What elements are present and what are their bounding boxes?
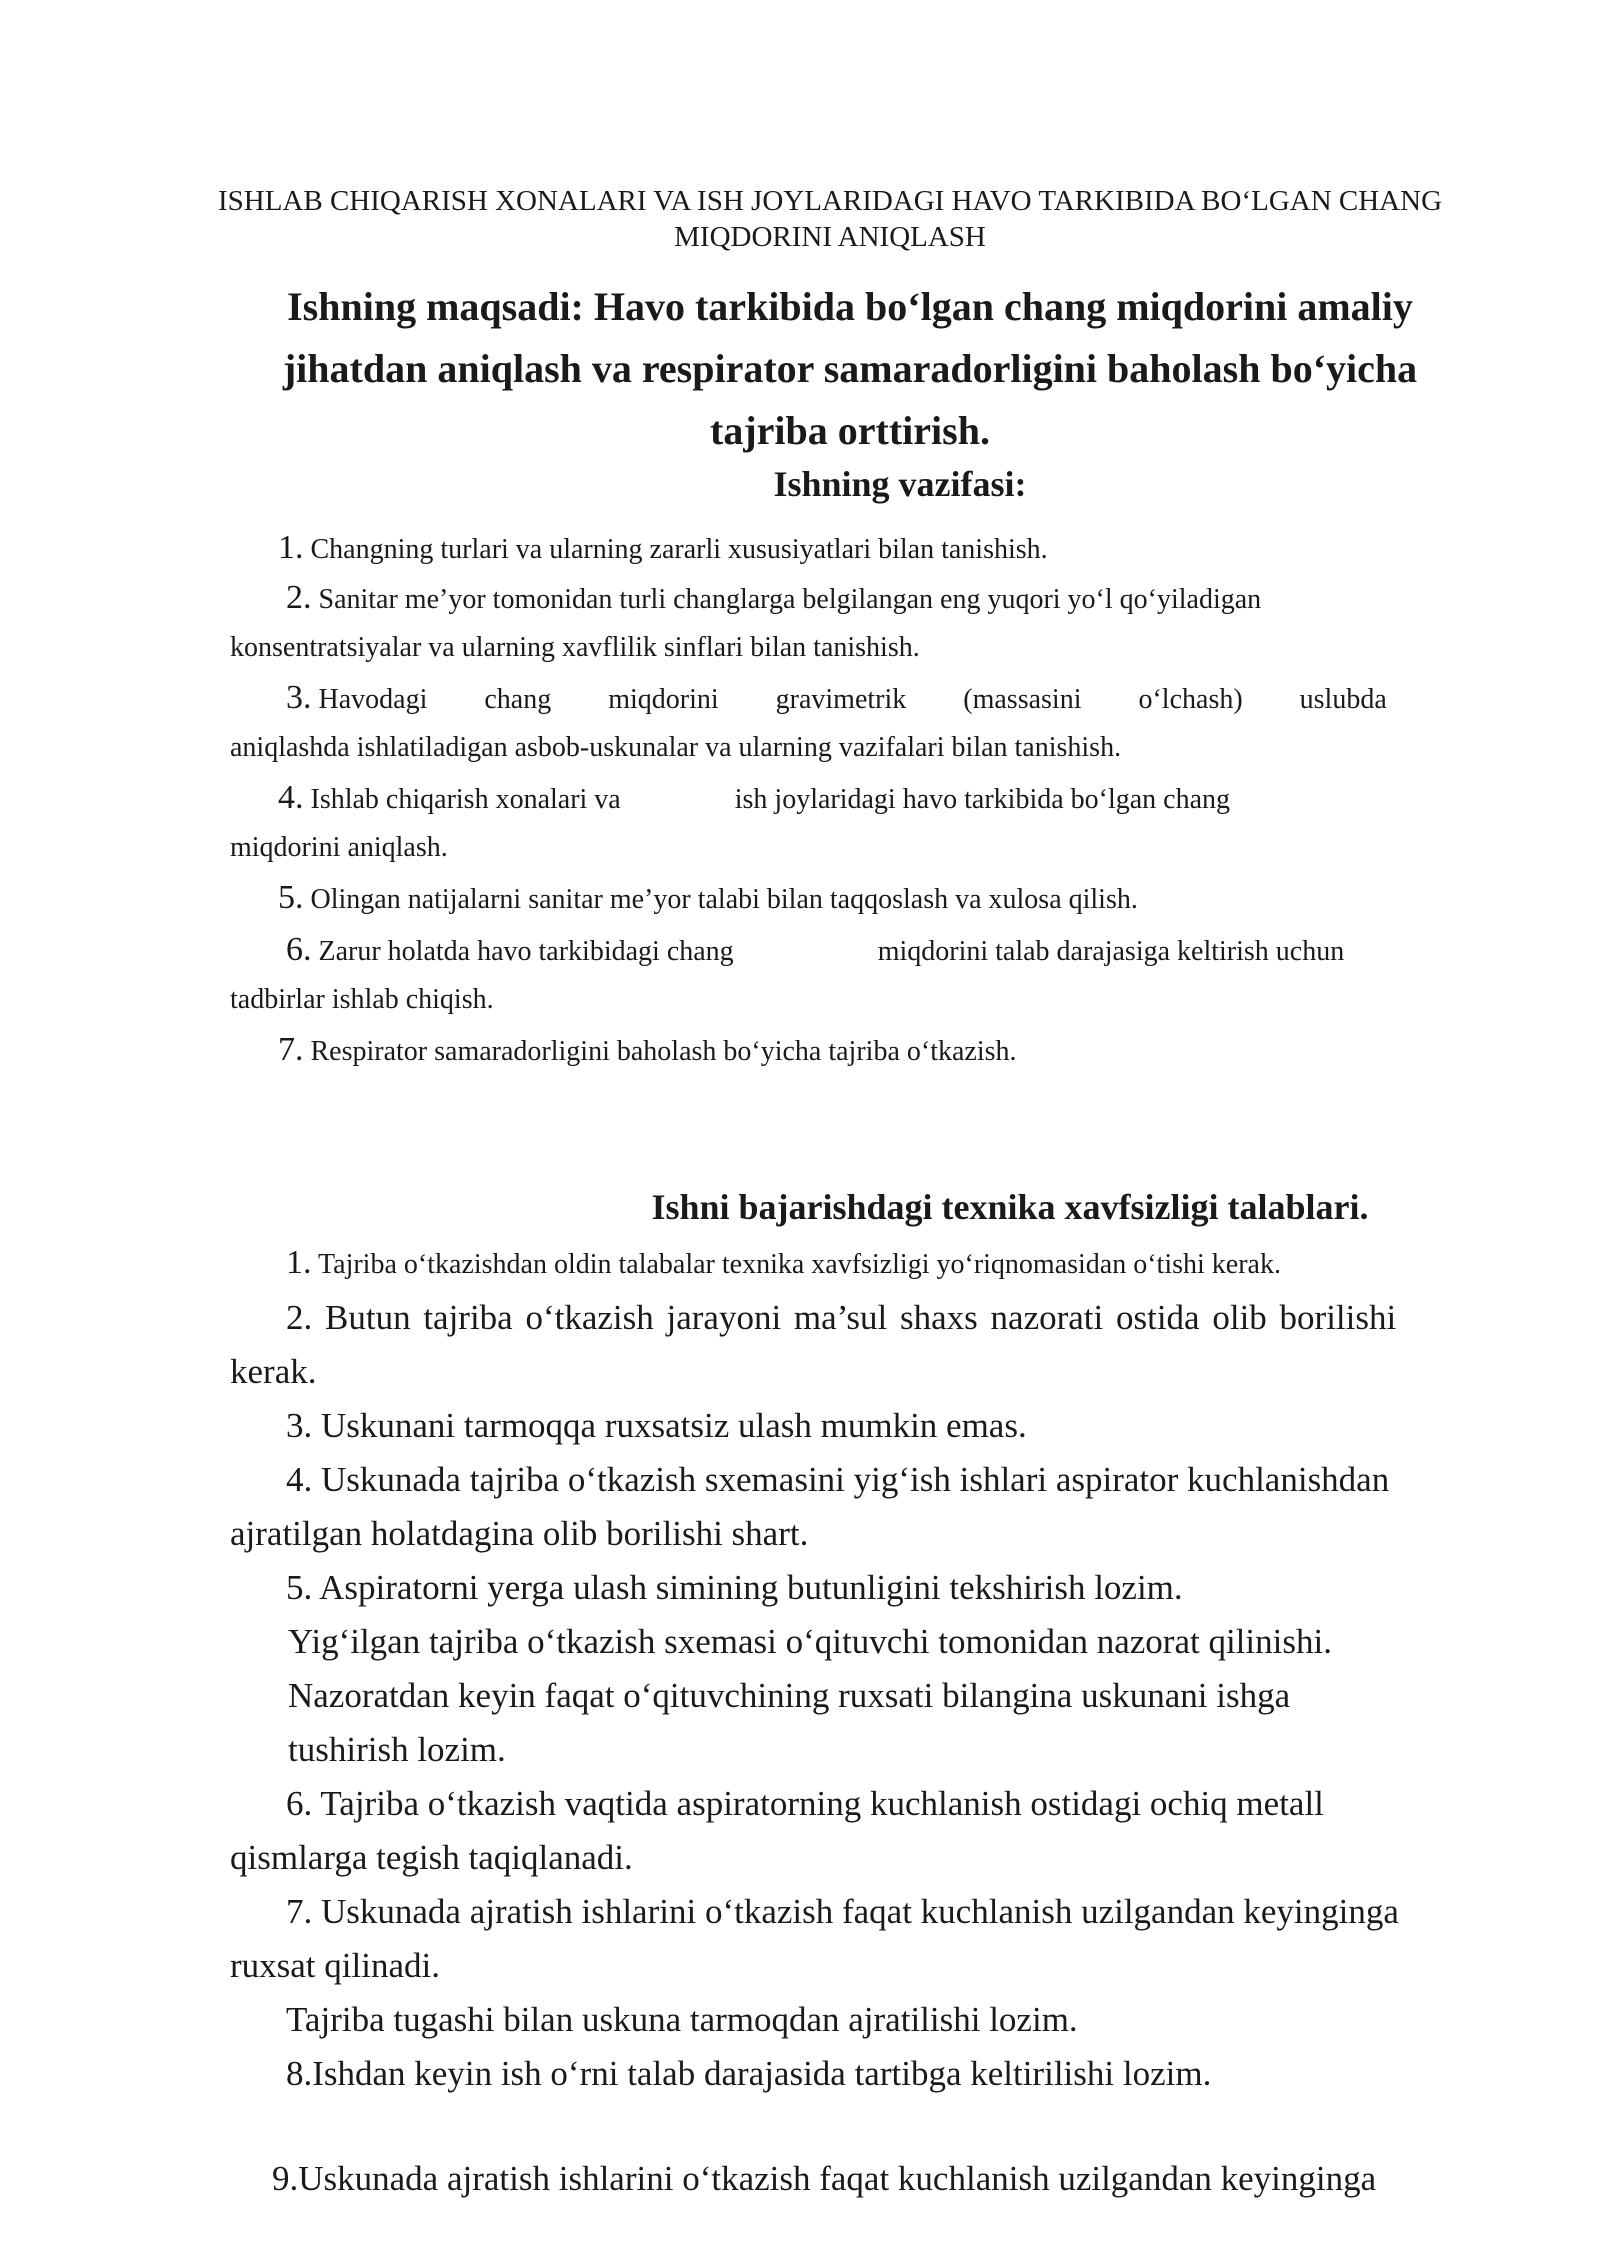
task-item-2 xyxy=(230,574,1480,672)
task-text-b: ish joylaridagi havo tarkibida bo‘lgan chang xyxy=(734,784,1231,815)
safety-text: 7. Uskunada ajratish ishlarini o‘tkazish faqat kuchlanish uzilgandan keyinginga xyxy=(286,1892,1399,1931)
goal-paragraph: Ishning maqsadi: Havo tarkibida bo‘lgan chang miqdorini amaliy jihatdan aniqlash va respirator samaradorligini baholash bo‘yicha tajriba orttirish. xyxy=(282,284,1418,453)
safety-text: 4. Uskunada tajriba o‘tkazish sxemasini yig‘ish ishlari aspirator kuchlanishdan xyxy=(286,1460,1390,1499)
task-number: 4. xyxy=(278,779,304,816)
task-item-6 xyxy=(230,926,1480,1024)
task-text: Havodagi chang miqdorini gravimetrik (massasini o‘lchash) uslubda xyxy=(318,684,1387,715)
task-text-continuation: aniqlashda ishlatiladigan asbob-uskunalar va ularning vazifalari bilan tanishish. xyxy=(230,732,1122,763)
safety-heading: Ishni bajarishdagi texnika xavfsizligi talablari. xyxy=(651,1187,1369,1227)
task-item-1 xyxy=(230,524,1480,574)
task-number: 1. xyxy=(278,529,304,566)
task-text-continuation: konsentratsiyalar va ularning xavflilik sinflari bilan tanishish. xyxy=(230,632,920,663)
safety-item-1 xyxy=(230,1239,1480,1289)
safety-note-disconnect xyxy=(230,1993,1485,2047)
safety-item-3 xyxy=(230,1399,1485,1453)
safety-text-continuation: qismlarga tegish taqiqlanadi. xyxy=(230,1838,633,1877)
task-number: 6. xyxy=(286,931,312,968)
safety-note-line: Nazoratdan keyin faqat o‘qituvchining ruxsati bilangina uskunani ishga xyxy=(288,1676,1291,1715)
safety-text: Tajriba o‘tkazishdan oldin talabalar texnika xavfsizligi yo‘riqnomasidan o‘tishi kerak. xyxy=(318,1249,1281,1280)
task-text-b: miqdorini talab darajasiga keltirish uchun xyxy=(877,936,1345,967)
document-title: ISHLAB CHIQARISH XONALARI VA ISH JOYLARIDAGI HAVO TARKIBIDA BO‘LGAN CHANG MIQDORINI ANIQLASH xyxy=(217,185,1443,253)
safety-number: 1. xyxy=(286,1244,312,1281)
task-number: 2. xyxy=(286,579,312,616)
task-number: 5. xyxy=(278,879,304,916)
safety-item-7 xyxy=(230,1885,1485,1993)
safety-text: 9.Uskunada ajratish ishlarini o‘tkazish faqat kuchlanish uzilgandan keyinginga xyxy=(272,2159,1377,2198)
safety-note-line: tushirish lozim. xyxy=(288,1730,506,1769)
safety-text: 2. Butun tajriba o‘tkazish jarayoni ma’sul shaxs nazorati ostida olib borilishi xyxy=(286,1298,1397,1337)
safety-item-5 xyxy=(230,1561,1485,1615)
tasks-heading: Ishning vazifasi: xyxy=(773,464,1027,504)
task-item-4 xyxy=(230,774,1480,872)
task-text-continuation: tadbirlar ishlab chiqish. xyxy=(230,984,494,1015)
safety-text: 3. Uskunani tarmoqqa ruxsatsiz ulash mumkin emas. xyxy=(286,1406,1027,1445)
task-item-3 xyxy=(230,674,1480,772)
safety-text-continuation: ajratilgan holatdagina olib borilishi shart. xyxy=(230,1514,809,1553)
task-text: Changning turlari va ularning zararli xususiyatlari bilan tanishish. xyxy=(310,534,1048,565)
task-number: 3. xyxy=(286,679,312,716)
task-text: Sanitar me’yor tomonidan turli changlarga belgilangan eng yuqori yo‘l qo‘yiladigan xyxy=(318,584,1262,615)
safety-text-continuation: kerak. xyxy=(230,1352,317,1391)
task-item-7 xyxy=(230,1026,1480,1076)
safety-item-9 xyxy=(230,2152,1485,2206)
safety-text-continuation: ruxsat qilinadi. xyxy=(230,1946,440,1985)
safety-item-8 xyxy=(230,2047,1485,2101)
task-text: Olingan natijalarni sanitar me’yor talabi bilan taqqoslash va xulosa qilish. xyxy=(310,884,1138,915)
safety-text: 5. Aspiratorni yerga ulash simining butunligini tekshirish lozim. xyxy=(286,1568,1183,1607)
safety-item-2 xyxy=(230,1291,1485,1399)
task-text: Respirator samaradorligini baholash bo‘yicha tajriba o‘tkazish. xyxy=(310,1036,1017,1067)
task-text: Ishlab chiqarish xonalari va xyxy=(310,784,621,815)
safety-item-6 xyxy=(230,1777,1485,1885)
safety-item-4 xyxy=(230,1453,1485,1561)
safety-text: Tajriba tugashi bilan uskuna tarmoqdan ajratilishi lozim. xyxy=(286,2000,1078,2039)
task-text: Zarur holatda havo tarkibidagi chang xyxy=(318,936,734,967)
task-item-5 xyxy=(230,874,1480,924)
safety-note-block xyxy=(288,1615,1488,1777)
safety-text: 6. Tajriba o‘tkazish vaqtida aspiratorning kuchlanish ostidagi ochiq metall xyxy=(286,1784,1324,1823)
safety-text: 8.Ishdan keyin ish o‘rni talab darajasida tartibga keltirilishi lozim. xyxy=(286,2054,1212,2093)
task-number: 7. xyxy=(278,1031,304,1068)
safety-note-line: Yig‘ilgan tajriba o‘tkazish sxemasi o‘qituvchi tomonidan nazorat qilinishi. xyxy=(288,1622,1332,1661)
task-text-continuation: miqdorini aniqlash. xyxy=(230,832,448,863)
